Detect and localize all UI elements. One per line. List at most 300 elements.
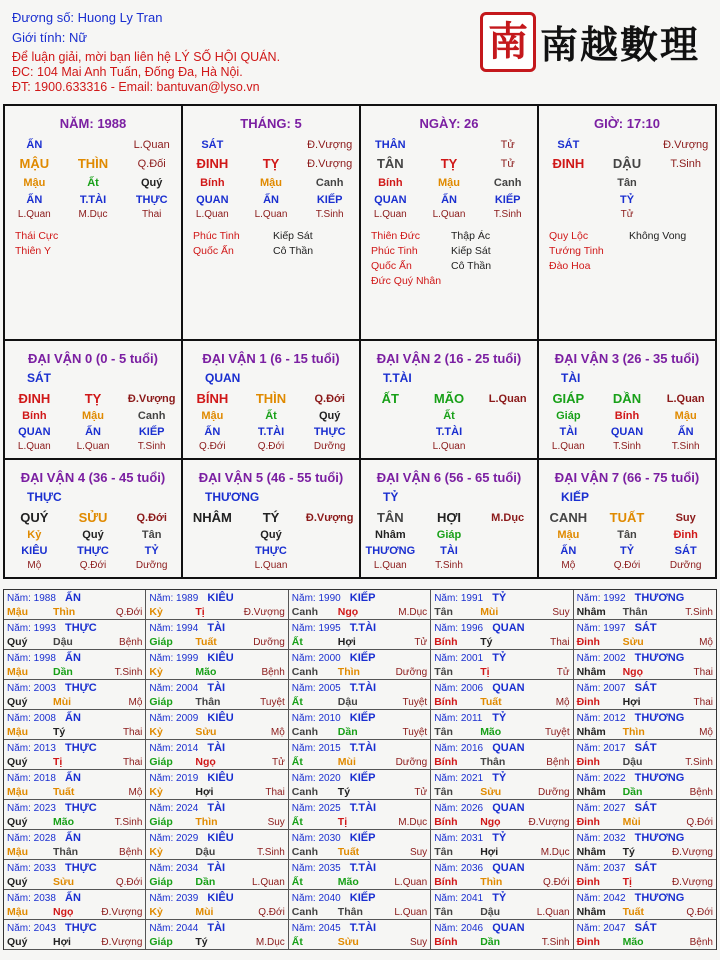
year-stage: Dưỡng [253, 636, 285, 648]
year-stage: Mộ [699, 726, 713, 738]
year-cell [146, 740, 288, 770]
year-label: Năm: 1995 [291, 622, 341, 634]
star-row [371, 275, 531, 290]
year-label: Năm: 2011 [434, 712, 483, 724]
year-stem-branch-row [149, 905, 284, 919]
dai-van-hidden-gods-row [183, 424, 359, 439]
year-branch: Dần [195, 876, 216, 888]
pillar-title [183, 116, 359, 131]
year-label: Năm: 2039 [149, 892, 199, 904]
year-stem-branch-row [577, 635, 713, 649]
dai-van-hidden-gods-row [5, 543, 181, 558]
star-name [95, 230, 175, 245]
hidden-stem: Giáp [436, 529, 462, 541]
year-cell [289, 620, 431, 650]
year-cell [574, 680, 716, 710]
dai-van-stage: Q.Đới [136, 511, 167, 524]
year-label: Năm: 2006 [434, 682, 484, 694]
year-label: Năm: 2009 [149, 712, 199, 724]
year-title-row [292, 591, 427, 605]
year-stem: Canh [291, 846, 319, 858]
year-god: TÀI [207, 742, 226, 754]
pillar-stem-god: SÁT [201, 138, 224, 151]
year-cell [431, 860, 573, 890]
year-stem-branch-row [577, 665, 713, 679]
year-stem: Đinh [576, 756, 600, 768]
hidden-stem-god: T.TÀI [435, 425, 463, 438]
year-god: ẤN [65, 652, 81, 664]
year-cell [146, 590, 288, 620]
hidden-stem-god: QUAN [18, 425, 51, 438]
hidden-stem: Tân [617, 176, 637, 189]
star-name [95, 245, 175, 260]
year-stem: Quý [7, 876, 28, 888]
year-title-row [577, 651, 713, 665]
hidden-stem-god: ẤN [26, 193, 43, 206]
year-cell [431, 830, 573, 860]
year-branch: Tuất [480, 696, 502, 708]
hidden-stem-stage: L.Quan [373, 209, 407, 220]
dai-van-hidden-row [539, 527, 715, 543]
year-title-row [292, 801, 427, 815]
year-stem-branch-row [577, 875, 713, 889]
year-stem-branch-row [149, 815, 284, 829]
year-branch: Dậu [480, 906, 501, 918]
year-god: KIÊU [207, 832, 234, 844]
year-stem: Kỷ [149, 786, 163, 798]
year-god: TÀI [207, 862, 226, 874]
dai-van-hidden-gods-row [183, 543, 359, 558]
year-stem-branch-row [434, 605, 569, 619]
year-stage: T.Sinh [541, 936, 570, 948]
year-god: TÀI [207, 922, 226, 934]
hidden-stem-god: SÁT [674, 544, 697, 557]
hidden-stem-stage: L.Quan [76, 440, 110, 452]
year-stem: Bính [434, 696, 458, 708]
pillar-hidden-stems-row [539, 173, 715, 192]
hidden-stem-stage: T.Sinh [493, 209, 522, 220]
year-title-row [292, 711, 427, 725]
year-stem: Kỷ [149, 666, 163, 678]
star-row [549, 245, 709, 260]
annual-luck-grid [3, 589, 717, 950]
year-stem: Nhâm [576, 906, 606, 918]
year-god: ẤN [65, 712, 81, 724]
year-branch: Sửu [480, 786, 502, 798]
dai-van-hidden-gods-row [5, 424, 181, 439]
year-god: ẤN [65, 772, 81, 784]
year-stage: Tuyệt [544, 726, 570, 738]
year-cell [574, 710, 716, 740]
year-stem: Ất [291, 636, 303, 648]
year-label: Năm: 2031 [434, 832, 484, 844]
year-label: Năm: 2000 [291, 652, 341, 664]
year-cell [4, 740, 146, 770]
year-title-row [149, 921, 284, 935]
year-cell [289, 740, 431, 770]
year-branch: Tý [337, 786, 351, 798]
hidden-stem: Mậu [438, 176, 460, 189]
year-title-row [149, 591, 284, 605]
year-stage: T.Sinh [685, 606, 713, 618]
year-stem-branch-row [292, 755, 427, 769]
dai-van-stem: QUÝ [20, 510, 49, 525]
chart-header [0, 0, 720, 104]
year-stage: Tử [414, 786, 428, 798]
year-stage: Đ.Vượng [243, 606, 285, 618]
dai-van-hidden-stage-row [183, 439, 359, 453]
year-stem: Đinh [576, 636, 600, 648]
year-branch: Dậu [337, 696, 358, 708]
year-stem-branch-row [149, 725, 284, 739]
year-title-row [577, 591, 713, 605]
year-branch: Tị [622, 876, 632, 888]
pillar-stem-god: SÁT [557, 138, 580, 151]
hidden-stem: Canh [493, 176, 522, 189]
year-stem: Tân [434, 726, 453, 738]
year-stem-branch-row [292, 695, 427, 709]
year-god: SÁT [634, 802, 657, 814]
star-row [371, 230, 531, 245]
year-branch: Ngọ [195, 756, 216, 768]
pillar-heavenly-stem: ĐINH [196, 156, 229, 171]
dai-van-title: ĐẠI VẬN 3 (26 - 35 tuổi) [554, 351, 700, 366]
year-cell [4, 890, 146, 920]
year-stage: L.Quan [394, 906, 428, 918]
pillar-title-value: 1988 [97, 116, 127, 131]
year-cell [4, 620, 146, 650]
year-label: Năm: 2003 [7, 682, 56, 694]
hidden-stem: Đinh [673, 529, 698, 541]
year-god: QUAN [492, 862, 525, 874]
year-stem-branch-row [577, 725, 713, 739]
year-stem-branch-row [434, 845, 569, 859]
year-label: Năm: 2020 [291, 772, 341, 784]
pillar-title [361, 116, 537, 131]
year-stem: Đinh [576, 816, 600, 828]
year-title-row [149, 651, 284, 665]
year-stem: Tân [434, 606, 453, 618]
star-name: Đào Hoa [549, 260, 591, 272]
year-branch: Hợi [195, 786, 214, 798]
year-stem: Kỷ [149, 906, 163, 918]
hidden-stem-god: THỰC [255, 544, 287, 557]
gender-label: Giới tính: [12, 30, 66, 45]
year-branch: Mùi [337, 756, 356, 768]
year-god: T.TÀI [349, 742, 377, 754]
dai-van-stage: L.Quan [666, 392, 705, 405]
year-stem-branch-row [434, 935, 569, 949]
dai-van-title: ĐẠI VẬN 2 (16 - 25 tuổi) [376, 351, 522, 366]
pillar-column [183, 106, 361, 339]
year-branch: Hợi [337, 636, 356, 648]
year-god: TỶ [492, 652, 507, 664]
dai-van-branch: MÃO [433, 391, 465, 406]
year-stem: Mậu [7, 726, 28, 738]
pillar-hidden-stems-row [361, 173, 537, 192]
year-cell [574, 770, 716, 800]
year-stage: M.Dục [255, 936, 285, 948]
dai-van-stem: CANH [549, 510, 588, 525]
year-stem-branch-row [149, 875, 284, 889]
year-stem: Giáp [149, 876, 173, 888]
year-stem-branch-row [292, 935, 427, 949]
year-cell [574, 590, 716, 620]
year-label: Năm: 2022 [576, 772, 626, 784]
hidden-stem-stage: T.Sinh [671, 440, 700, 452]
year-label: Năm: 2012 [576, 712, 626, 724]
year-stage: M.Dục [398, 816, 428, 828]
year-label: Năm: 2036 [434, 862, 484, 874]
hidden-stem: Tân [141, 529, 162, 541]
dai-van-stem: GIÁP [552, 391, 585, 406]
year-label: Năm: 2007 [576, 682, 626, 694]
year-branch: Tý [480, 636, 493, 648]
year-title-row [434, 921, 569, 935]
year-stem-branch-row [149, 695, 284, 709]
year-stage: L.Quan [394, 876, 428, 888]
year-label: Năm: 2005 [291, 682, 341, 694]
year-title-row [577, 711, 713, 725]
year-cell [574, 800, 716, 830]
hidden-stem: Quý [82, 529, 104, 541]
year-cell [4, 800, 146, 830]
year-cell [431, 680, 573, 710]
year-branch: Mão [480, 726, 502, 738]
year-branch: Tuất [195, 636, 217, 648]
dai-van-stem-branch-row [361, 508, 537, 527]
year-stem: Ất [291, 936, 303, 948]
hidden-stem-stage: L.Quan [254, 209, 288, 220]
year-stage: Thai [122, 756, 143, 768]
year-title-row [577, 801, 713, 815]
pillar-title-value: 17:10 [626, 116, 661, 131]
year-title-row [7, 801, 142, 815]
year-stem-branch-row [577, 785, 713, 799]
year-god: KIẾP [349, 892, 376, 904]
pillar-stars [549, 230, 709, 275]
year-stem: Mậu [7, 846, 28, 858]
year-title-row [7, 771, 142, 785]
year-branch: Sửu [195, 726, 217, 738]
year-branch: Tị [195, 606, 205, 618]
year-branch: Ngọ [53, 906, 74, 918]
year-title-row [292, 831, 427, 845]
year-stage: Bệnh [546, 756, 570, 768]
dai-van-branch: HỢI [436, 510, 462, 525]
year-stage: Tử [414, 636, 428, 648]
year-title-row [7, 681, 142, 695]
year-stage: L.Quan [536, 906, 570, 918]
dai-van-title: ĐẠI VẬN 7 (66 - 75 tuổi) [554, 470, 700, 485]
year-cell [289, 800, 431, 830]
year-stem: Giáp [149, 936, 173, 948]
hidden-stem-stage: Q.Đới [613, 559, 641, 571]
year-stem: Giáp [149, 636, 173, 648]
year-stem-branch-row [7, 875, 142, 889]
owner-name: Huong Ly Tran [77, 10, 163, 25]
hidden-stem-god: ẤN [263, 193, 279, 206]
hidden-stem: Canh [137, 410, 166, 422]
year-stem-branch-row [577, 815, 713, 829]
hidden-stem: Quý [260, 529, 282, 541]
hidden-stem-stage: Thai [141, 209, 162, 220]
hidden-stem-god: KIÊU [21, 544, 48, 557]
dai-van-branch: TUẤT [609, 510, 645, 525]
hidden-stem-stage: L.Quan [373, 559, 407, 571]
year-god: KIẾP [349, 832, 376, 844]
year-stem: Mậu [7, 786, 28, 798]
year-label: Năm: 2037 [576, 862, 626, 874]
star-name: Kiếp Sát [273, 230, 313, 242]
hidden-stem: Bính [22, 410, 47, 422]
year-branch: Dần [337, 726, 358, 738]
star-name: Không Vong [629, 230, 687, 242]
year-stem: Giáp [149, 756, 173, 768]
hidden-stem: Bính [614, 410, 640, 422]
year-branch: Mão [337, 876, 359, 888]
year-cell [146, 800, 288, 830]
hidden-stem-god: TÀI [559, 425, 578, 438]
dai-van-hidden-stage-row [539, 558, 715, 572]
year-stage: Thai [265, 786, 285, 798]
pillar-hidden-stems-row [183, 173, 359, 192]
pillar-hidden-stage-row [5, 207, 181, 222]
year-title-row [149, 621, 284, 635]
year-stage: Bệnh [119, 636, 143, 648]
star-row [549, 230, 709, 245]
year-stage: Dưỡng [537, 786, 570, 798]
year-god: TỶ [492, 772, 507, 784]
star-row [371, 260, 531, 275]
pillar-stem-branch-row [5, 154, 181, 173]
year-branch: Thân [622, 606, 648, 618]
year-branch: Dậu [622, 756, 643, 768]
pillar-stars [371, 230, 531, 290]
hidden-stem-god: QUAN [374, 193, 407, 206]
pillar-earthly-branch: DẬU [612, 156, 642, 171]
dai-van-stage: Đ.Vượng [127, 392, 176, 405]
year-stem-branch-row [149, 635, 284, 649]
year-label: Năm: 2001 [434, 652, 484, 664]
year-cell [4, 860, 146, 890]
year-stem-branch-row [7, 755, 142, 769]
year-god: ẤN [65, 592, 81, 604]
star-row [15, 245, 175, 260]
year-cell [146, 620, 288, 650]
year-label: Năm: 2010 [291, 712, 341, 724]
pillar-hidden-stage-row [361, 207, 537, 222]
pillar-column [361, 106, 539, 339]
year-branch: Thìn [622, 726, 645, 738]
year-god: THƯƠNG [634, 772, 685, 784]
year-stem-branch-row [292, 905, 427, 919]
hidden-stem-stage: L.Quan [432, 440, 466, 452]
dai-van-hidden-gods-row [361, 543, 537, 558]
year-stem-branch-row [7, 815, 142, 829]
year-cell [574, 830, 716, 860]
year-stem: Đinh [576, 936, 600, 948]
year-branch: Thân [53, 846, 79, 858]
year-god: THƯƠNG [634, 832, 685, 844]
contact-phone-email: ĐT: 1900.633316 - Email: bantuvan@lyso.vn [12, 80, 260, 94]
year-title-row [434, 651, 569, 665]
pillar-hidden-gods-row [183, 192, 359, 207]
dai-van-hidden-row [361, 408, 537, 424]
hidden-stem-god: T.TÀI [79, 193, 107, 206]
dai-van-god: KIẾP [561, 490, 590, 504]
dai-van-stem: TÂN [376, 510, 404, 525]
year-stem: Mậu [7, 606, 28, 618]
year-label: Năm: 2008 [7, 712, 56, 724]
year-branch: Hợi [53, 936, 71, 948]
year-branch: Tị [53, 756, 63, 768]
year-stage: Tuyệt [402, 696, 428, 708]
hidden-stem: Mậu [201, 410, 224, 422]
year-cell [574, 740, 716, 770]
pillar-god-row [183, 135, 359, 154]
year-stem-branch-row [149, 755, 284, 769]
year-label: Năm: 2024 [149, 802, 199, 814]
dai-van-stem-branch-row [183, 389, 359, 408]
year-stem-branch-row [577, 755, 713, 769]
pillar-god-row [361, 135, 537, 154]
year-stage: Bệnh [119, 846, 143, 858]
hidden-stem-stage: L.Quan [195, 209, 229, 220]
year-god: TỶ [492, 712, 507, 724]
year-stem-branch-row [7, 605, 142, 619]
dai-van-branch: SỬU [78, 510, 108, 525]
year-cell [4, 770, 146, 800]
hidden-stem-stage: T.Sinh [613, 440, 641, 452]
year-label: Năm: 1996 [434, 622, 484, 634]
year-stem-branch-row [292, 785, 427, 799]
year-cell [146, 710, 288, 740]
pillar-stars [193, 230, 353, 260]
year-cell [146, 770, 288, 800]
year-cell [574, 860, 716, 890]
year-title-row [292, 861, 427, 875]
year-stage: Bệnh [261, 666, 285, 678]
year-branch: Mùi [53, 696, 72, 708]
year-label: Năm: 1997 [576, 622, 626, 634]
year-stem-branch-row [434, 635, 569, 649]
contact-invite: Để luận giải, mời bạn liên hệ LÝ SỐ HỘI QUÁN. [12, 50, 281, 64]
pillar-title-label: NĂM: [59, 116, 94, 131]
year-stem-branch-row [434, 785, 569, 799]
star-name: Thiên Y [15, 245, 51, 257]
year-branch: Tý [622, 846, 635, 858]
year-label: Năm: 2030 [291, 832, 341, 844]
year-title-row [149, 801, 284, 815]
pillar-branch-stage: T.Sinh [670, 157, 701, 170]
pillar-god-row [5, 135, 181, 154]
year-branch: Tuất [337, 846, 360, 858]
dai-van-row [5, 341, 715, 460]
pillar-hidden-gods-row [361, 192, 537, 207]
year-stage: T.Sinh [685, 756, 713, 768]
star-name [629, 260, 709, 275]
year-stem: Nhâm [576, 726, 606, 738]
hidden-stem-stage: L.Quan [17, 440, 51, 452]
dai-van-title: ĐẠI VẬN 1 (6 - 15 tuổi) [202, 351, 340, 366]
year-stem-branch-row [292, 635, 427, 649]
year-god: QUAN [492, 922, 525, 934]
dai-van-god: THỰC [27, 490, 62, 504]
year-stem: Ất [291, 876, 303, 888]
year-stem: Bính [434, 756, 458, 768]
year-branch: Ngọ [480, 816, 501, 828]
